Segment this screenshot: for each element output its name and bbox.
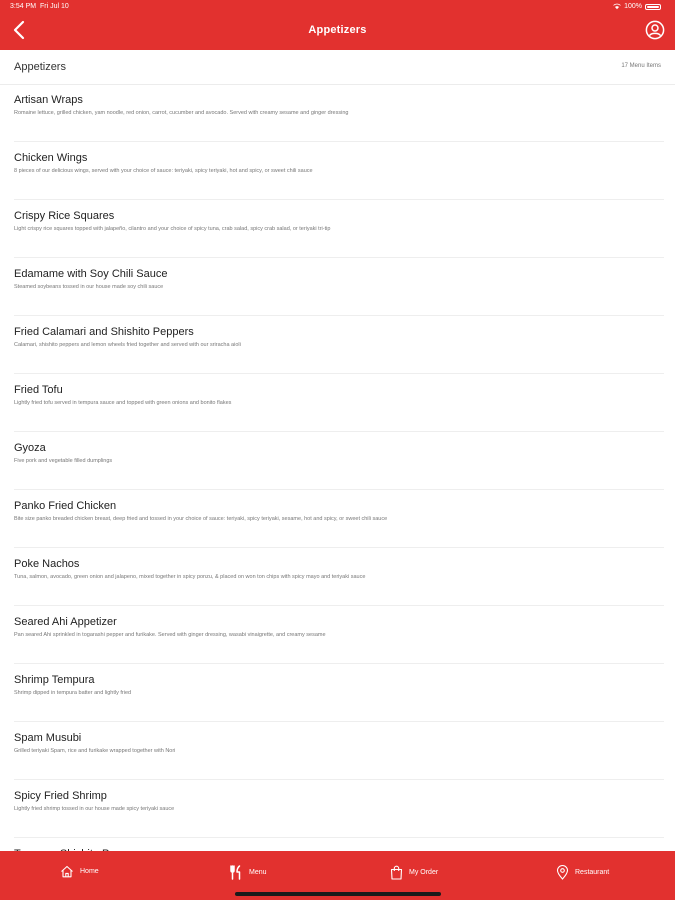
menu-item-name: Panko Fried Chicken (14, 500, 117, 512)
home-indicator[interactable] (235, 892, 441, 896)
menu-item-description: Pan seared Ahi sprinkled in togarashi pepper and furikake. Served with ginger dressing, wasabi vinaigrette, and creamy sesame (14, 632, 326, 638)
menu-item-name: Shrimp Tempura (14, 674, 95, 686)
home-icon (60, 865, 74, 878)
tab-my-order[interactable] (390, 865, 438, 880)
menu-item-gyoza[interactable] (14, 432, 664, 490)
menu-item-description: 8 pieces of our delicious wings, served with your choice of sauce: teriyaki, spicy teriyaki, hot and spicy, or sweet chili sauce (14, 168, 313, 174)
tab-restaurant-label: Restaurant (575, 869, 610, 876)
app-header (0, 0, 675, 50)
menu-item-shrimp-tempura[interactable] (14, 664, 664, 722)
menu-item-count: 17 Menu Items (621, 63, 661, 69)
menu-item-description: Five pork and vegetable filled dumplings (14, 458, 113, 464)
tab-home[interactable] (60, 865, 99, 878)
menu-item-description: Calamari, shishito peppers and lemon wheels fried together and served with our sriracha aioli (14, 342, 241, 348)
menu-item-description: Light crispy rice squares topped with jalapeño, cilantro and your choice of spicy tuna, crab salad, spicy crab salad, or teriyaki tri-tip (14, 226, 331, 232)
tab-home-label: Home (80, 868, 99, 875)
menu-item-name: Fried Tofu (14, 384, 63, 396)
status-time: 3:54 PM (10, 3, 37, 10)
wifi-icon (613, 3, 621, 10)
menu-item-name: Crispy Rice Squares (14, 210, 115, 222)
menu-item-panko-fried-chicken[interactable] (14, 490, 664, 548)
menu-item-name: Spam Musubi (14, 732, 82, 744)
status-indicators (613, 3, 661, 10)
user-profile-icon[interactable] (645, 20, 665, 40)
menu-item-description: Shrimp dipped in tempura batter and lightly fried (14, 690, 132, 696)
tab-my-order-label: My Order (409, 869, 439, 876)
menu-item-name: Spicy Fried Shrimp (14, 790, 107, 802)
menu-item-name: Fried Calamari and Shishito Peppers (14, 326, 194, 338)
section-header (0, 50, 675, 85)
tab-restaurant[interactable] (556, 865, 609, 880)
menu-item-seared-ahi[interactable] (14, 606, 664, 664)
battery-icon (645, 4, 661, 10)
menu-item-name: Edamame with Soy Chili Sauce (14, 268, 168, 280)
menu-item-name: Artisan Wraps (14, 94, 83, 106)
menu-item-edamame[interactable] (14, 258, 664, 316)
shopping-bag-icon (390, 865, 403, 880)
status-time-date (10, 3, 69, 10)
menu-item-description: Grilled teriyaki Spam, rice and furikake wrapped together with Nori (14, 748, 176, 754)
menu-item-spicy-fried-shrimp[interactable] (14, 780, 664, 838)
menu-item-description: Tuna, salmon, avocado, green onion and jalapeno, mixed together in spicy ponzu, & placed on won ton chips with spicy mayo and teriyaki sauce (14, 574, 366, 580)
menu-item-description: Steamed soybeans tossed in our house made soy chili sauce (14, 284, 164, 290)
tab-menu-label: Menu (249, 869, 267, 876)
menu-item-fried-calamari[interactable] (14, 316, 664, 374)
menu-item-spam-musubi[interactable] (14, 722, 664, 780)
tab-menu[interactable] (229, 865, 267, 880)
status-bar (0, 0, 675, 14)
menu-item-fried-tofu[interactable] (14, 374, 664, 432)
status-date: Fri Jul 10 (39, 3, 69, 10)
menu-item-list[interactable] (0, 84, 675, 851)
menu-item-chicken-wings[interactable] (14, 142, 664, 200)
menu-item-poke-nachos[interactable] (14, 548, 664, 606)
menu-item-name: Chicken Wings (14, 152, 88, 164)
utensils-icon (229, 865, 243, 880)
location-pin-icon (556, 865, 569, 880)
menu-item-name: Gyoza (14, 442, 46, 454)
menu-item-name: Poke Nachos (14, 558, 80, 570)
menu-item-artisan-wraps[interactable] (14, 84, 664, 142)
menu-item-description: Lightly fried shrimp tossed in our house made spicy teriyaki sauce (14, 806, 175, 812)
menu-item-description: Bite size panko breaded chicken breast, deep fried and tossed in your choice of sauce: teriyaki, spicy teriyaki, sesame, hot and spicy, or sweet chili sauce (14, 516, 388, 522)
battery-percent: 100% (624, 3, 642, 10)
menu-item-description: Lightly fried tofu served in tempura sauce and topped with green onions and bonito flakes (14, 400, 232, 406)
section-title: Appetizers (14, 61, 66, 73)
page-title: Appetizers (308, 24, 367, 36)
menu-item-name: Seared Ahi Appetizer (14, 616, 117, 628)
menu-item-crispy-rice-squares[interactable] (14, 200, 664, 258)
menu-item-description: Romaine lettuce, grilled chicken, yam noodle, red onion, carrot, cucumber and avocado. Served with creamy sesame and ginger dressing (14, 110, 349, 116)
